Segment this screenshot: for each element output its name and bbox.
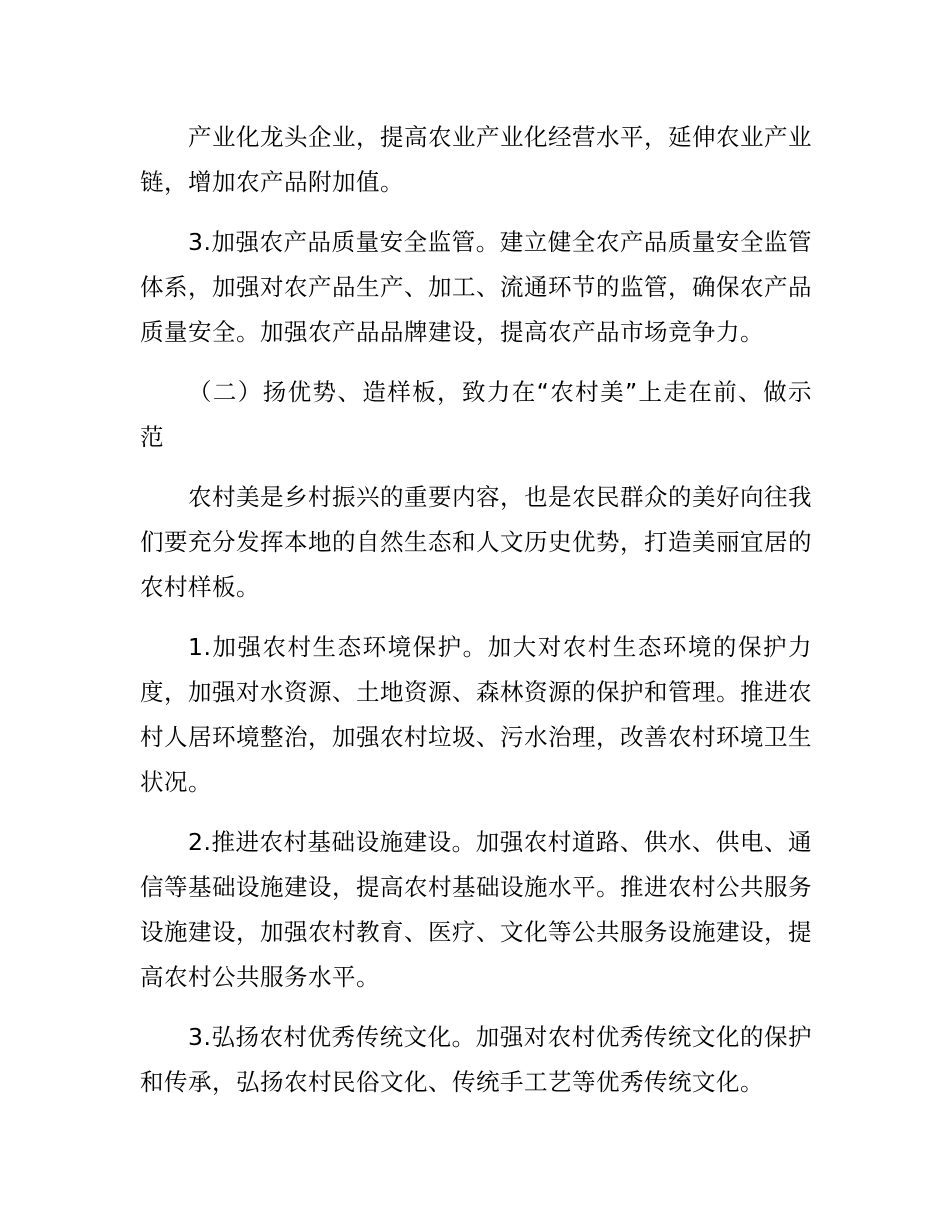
paragraph-traditional-culture: 3.弘扬农村优秀传统文化。加强对农村优秀传统文化的保护和传承，弘扬农村民俗文化、传统手工艺等优秀传统文化。: [140, 1023, 812, 1096]
paragraph-village-beauty-intro: 农村美是乡村振兴的重要内容，也是农民群众的美好向往我们要充分发挥本地的自然生态和人文历史优势，打造美丽宜居的农村样板。: [140, 483, 812, 601]
section-heading-village-beauty: （二）扬优势、造样板，致力在“农村美”上走在前、做示范: [140, 378, 812, 451]
paragraph-ecological-protection: 1.加强农村生态环境保护。加大对农村生态环境的保护力度，加强对水资源、土地资源、森林资源的保护和管理。推进农村人居环境整治，加强农村垃圾、污水治理，改善农村环境卫生状况。: [140, 633, 812, 796]
paragraph-infrastructure: 2.推进农村基础设施建设。加强农村道路、供水、供电、通信等基础设施建设，提高农村基础设施水平。推进农村公共服务设施建设，加强农村教育、医疗、文化等公共服务设施建设，提高农村公共服务水平。: [140, 828, 812, 991]
paragraph-industrial-chain: 产业化龙头企业，提高农业产业化经营水平，延伸农业产业链，增加农产品附加值。: [140, 123, 812, 196]
paragraph-quality-supervision: 3.加强农产品质量安全监管。建立健全农产品质量安全监管体系，加强对农产品生产、加工、流通环节的监管，确保农产品质量安全。加强农产品品牌建设，提高农产品市场竞争力。: [140, 228, 812, 346]
document-page: [140, 115, 812, 1120]
